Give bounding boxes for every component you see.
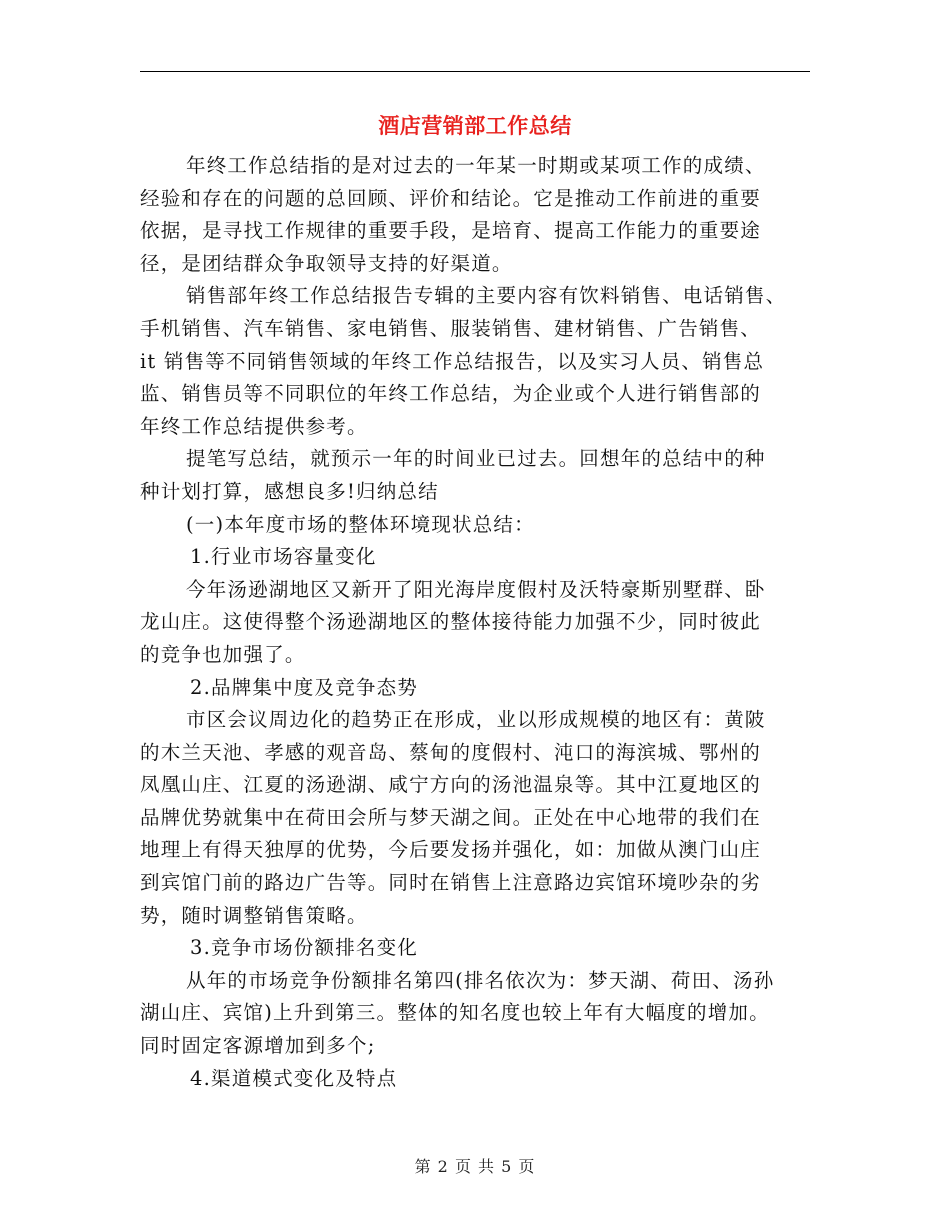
- paragraph-line: 的木兰天池、孝感的观音岛、蔡甸的度假村、沌口的海滨城、鄂州的: [140, 740, 762, 764]
- paragraph-line: 湖山庄、宾馆)上升到第三。整体的知名度也较上年有大幅度的增加。: [140, 1001, 770, 1025]
- paragraph-line: 今年汤逊湖地区又新开了阳光海岸度假村及沃特豪斯别墅群、卧: [186, 577, 766, 601]
- page-number: 第 2 页 共 5 页: [414, 1157, 536, 1176]
- paragraph-line: 依据，是寻找工作规律的重要手段，是培育、提高工作能力的重要途: [140, 219, 762, 243]
- paragraph-line: 品牌优势就集中在荷田会所与梦天湖之间。正处在中心地带的我们在: [140, 805, 762, 829]
- paragraph-line: 提笔写总结，就预示一年的时间业已过去。回想年的总结中的种: [186, 447, 766, 471]
- document-body: [140, 150, 820, 1095]
- subsection-heading: 3.竞争市场份额排名变化: [190, 936, 419, 960]
- paragraph-line: 年终工作总结提供参考。: [140, 414, 368, 438]
- document-title: 酒店营销部工作总结: [378, 113, 572, 138]
- paragraph-line: 手机销售、汽车销售、家电销售、服装销售、建材销售、广告销售、: [140, 316, 762, 340]
- paragraph-line: it 销售等不同销售领域的年终工作总结报告，以及实习人员、销售总: [140, 349, 765, 373]
- paragraph-line: 的竞争也加强了。: [140, 642, 306, 666]
- paragraph-line: 势，随时调整销售策略。: [140, 903, 368, 927]
- paragraph-line: 市区会议周边化的趋势正在形成，业以形成规模的地区有：黄陂: [186, 708, 766, 732]
- subsection-heading: 1.行业市场容量变化: [190, 545, 377, 569]
- paragraph-line: 同时固定客源增加到多个;: [140, 1034, 376, 1058]
- paragraph-line: 监、销售员等不同职位的年终工作总结，为企业或个人进行销售部的: [140, 382, 762, 406]
- paragraph-line: 径，是团结群众争取领导支持的好渠道。: [140, 251, 513, 275]
- paragraph-line: 销售部年终工作总结报告专辑的主要内容有饮料销售、电话销售、: [186, 284, 787, 308]
- subsection-heading: 4.渠道模式变化及特点: [190, 1066, 398, 1090]
- paragraph-line: 龙山庄。这使得整个汤逊湖地区的整体接待能力加强不少，同时彼此: [140, 610, 762, 634]
- header-rule: [140, 71, 810, 72]
- subsection-heading: 2.品牌集中度及竞争态势: [190, 675, 419, 699]
- paragraph-line: 从年的市场竞争份额排名第四(排名依次为：梦天湖、荷田、汤孙: [186, 968, 775, 992]
- paragraph-line: 到宾馆门前的路边广告等。同时在销售上注意路边宾馆环境吵杂的劣: [140, 871, 762, 895]
- paragraph-line: 地理上有得天独厚的优势，今后要发扬并强化，如：加做从澳门山庄: [140, 838, 762, 862]
- paragraph-line: 经验和存在的问题的总回顾、评价和结论。它是推动工作前进的重要: [140, 186, 762, 210]
- section-heading: (一)本年度市场的整体环境现状总结：: [186, 512, 535, 536]
- paragraph-line: 年终工作总结指的是对过去的一年某一时期或某项工作的成绩、: [186, 154, 766, 177]
- paragraph-line: 凤凰山庄、江夏的汤逊湖、咸宁方向的汤池温泉等。其中江夏地区的: [140, 773, 762, 797]
- paragraph-line: 种计划打算，感想良多!归纳总结: [140, 479, 439, 503]
